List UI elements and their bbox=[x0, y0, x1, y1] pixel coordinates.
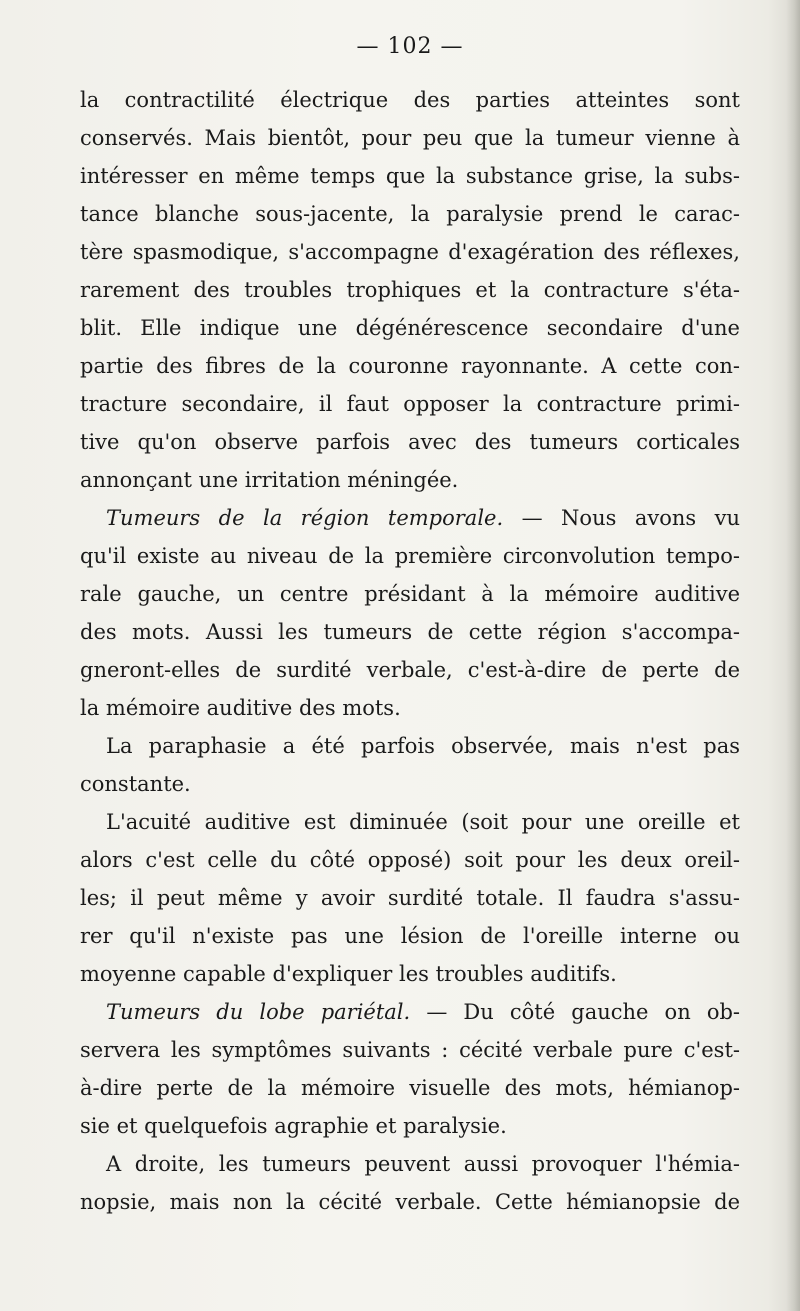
section-heading-temporal: Tumeurs de la région temporale. bbox=[106, 506, 504, 530]
text-line: moyenne capable d'expliquer les troubles auditifs. bbox=[80, 962, 617, 986]
text-line: partie des fibres de la couronne rayonnante. A cette con- bbox=[80, 354, 740, 378]
text-line: la contractilité électrique des parties atteintes sont bbox=[80, 88, 740, 112]
text-line: L'acuité auditive est diminuée (soit pour une oreille et bbox=[106, 810, 740, 834]
text-line: à-dire perte de la mémoire visuelle des mots, hémianop- bbox=[80, 1076, 740, 1100]
page-edge-shadow bbox=[786, 0, 800, 1311]
text-line: tive qu'on observe parfois avec des tumeurs corticales bbox=[80, 430, 740, 454]
text-line: intéresser en même temps que la substance grise, la subs- bbox=[80, 164, 740, 188]
text-line: conservés. Mais bientôt, pour peu que la tumeur vienne à bbox=[80, 126, 740, 150]
text-line: la mémoire auditive des mots. bbox=[80, 696, 401, 720]
page-number-header: — 102 — bbox=[356, 34, 464, 59]
text-line: nopsie, mais non la cécité verbale. Cette hémianopsie de bbox=[80, 1190, 740, 1214]
text-line: alors c'est celle du côté opposé) soit pour les deux oreil- bbox=[80, 848, 740, 872]
text-line: A droite, les tumeurs peuvent aussi provoquer l'hémia- bbox=[106, 1152, 740, 1176]
text-line: gneront-elles de surdité verbale, c'est-à-dire de perte de bbox=[80, 658, 740, 682]
text-line: constante. bbox=[80, 772, 191, 796]
paragraph-temporal-first-line bbox=[80, 503, 740, 533]
text-line: des mots. Aussi les tumeurs de cette région s'accompa- bbox=[80, 620, 740, 644]
text-line: qu'il existe au niveau de la première circonvolution tempo- bbox=[80, 544, 740, 568]
text-line: blit. Elle indique une dégénérescence secondaire d'une bbox=[80, 316, 740, 340]
text-line: rarement des troubles trophiques et la contracture s'éta- bbox=[80, 278, 740, 302]
text-line: La paraphasie a été parfois observée, mais n'est pas bbox=[106, 734, 740, 758]
text-line: tracture secondaire, il faut opposer la contracture primi- bbox=[80, 392, 740, 416]
text-line: tance blanche sous-jacente, la paralysie prend le carac- bbox=[80, 202, 740, 226]
section-heading-parietal: Tumeurs du lobe pariétal. bbox=[106, 1000, 411, 1024]
text-line: annonçant une irritation méningée. bbox=[80, 468, 459, 492]
text-line: les; il peut même y avoir surdité totale. Il faudra s'assu- bbox=[80, 886, 740, 910]
text-line: rale gauche, un centre présidant à la mémoire auditive bbox=[80, 582, 740, 606]
text-fragment: — Du côté gauche on ob- bbox=[426, 1000, 741, 1024]
text-line: servera les symptômes suivants : cécité verbale pure c'est- bbox=[80, 1038, 740, 1062]
paragraph-parietal-first-line bbox=[80, 997, 740, 1027]
text-fragment: — Nous avons vu bbox=[521, 506, 740, 530]
text-line: rer qu'il n'existe pas une lésion de l'oreille interne ou bbox=[80, 924, 740, 948]
text-line: sie et quelquefois agraphie et paralysie. bbox=[80, 1114, 507, 1138]
text-line: tère spasmodique, s'accompagne d'exagération des réflexes, bbox=[80, 240, 740, 264]
